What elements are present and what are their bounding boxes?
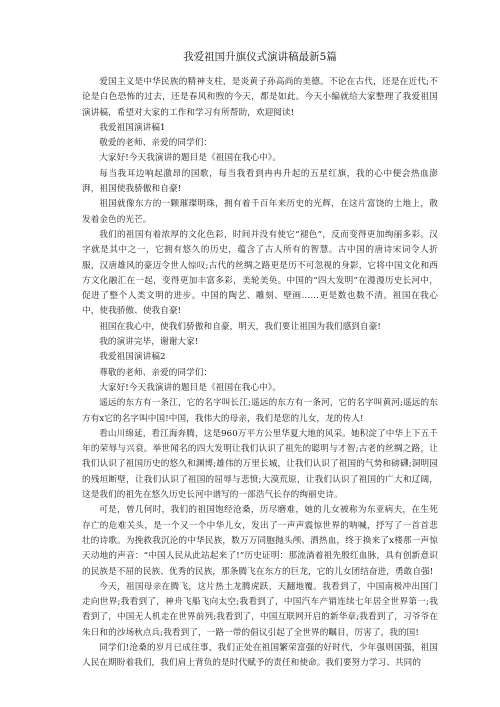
paragraph: 遥远的东方有一条江，它的名字叫长江;遥远的东方有一条河，它的名字叫黄河;遥远的东方有x它的名字叫中国!中国，我伟大的母亲，我们是您的儿女，龙的传人! [82,398,438,424]
paragraph: 祖国在我心中，使我们骄傲和自豪，明天，我们要让祖国为我们感到自豪! [99,321,381,332]
section-heading: 我爱祖国演讲稿2 [99,352,166,363]
document-title: 我爱祖国升旗仪式演讲稿最新5篇 [183,51,337,63]
paragraph: 每当我耳边响起激昂的国歌，每当我看到冉冉升起的五星红旗，我的心中便会热血澎湃，祖国使我骄傲和自豪! [82,168,438,195]
document-body [82,75,438,672]
paragraph: 我们的祖国有着浓厚的文化色彩，时间并没有使它“褪色”，反而变得更加绚丽多彩。汉字就是其中之一，它拥有悠久的历史，蕴含了古人所有的智慧。古中国的唐诗宋词令人折服，汉唐雄风的豪迈令世人惊叹;古代的丝绸之路更是历不可忽视的身影，它将中国文化和西方文化融汇在一起，变得更加丰富多彩，美轮美奂。中国的“四大发明”在漫漫历史长河中，促进了整个人类文明的进步。中国的陶艺、雕刻、壁画……更是数也数不清。祖国在我心中，使我骄傲、使我自豪! [82,229,438,317]
paragraph: 祖国就像东方的一颗璀璨明珠，拥有着千百年来历史的光辉，在这片富饶的土地上，散发着金色的光芒。 [82,199,438,225]
paragraph: 今天，祖国母亲在腾飞，这片热土龙腾虎跃，天翻地覆。我看到了，中国南极冲出国门走向世界;我看到了，神舟飞船飞向太空;我看到了，中国汽车产销连续七年居全世界第一;我看到了，中国无人机走在世界前列;我看到了，中国互联网开启的新华章;我看到了，习爷爷在朱日和的沙场秋点兵;我看到了，一路一带的倡议引起了全世界的瞩目，厉害了，我的国! [82,581,438,638]
section-heading: 我爱祖国演讲稿1 [99,122,166,133]
paragraph: 尊敬的老师、亲爱的同学们： [99,367,213,378]
paragraph: 我的演讲完毕，谢谢大家! [99,337,199,348]
paragraph: 爱国主义是中华民族的精神支柱，是炎黄子孙高尚的美德。不论在古代，还是在近代;不论是白色恐怖的过去，还是春风和煦的今天，都是如此。今天小编就给大家整理了我爱祖国演讲稿，希望对大家的工作和学习有所帮助，欢迎阅读! [82,77,438,118]
paragraph: 同学们!沧桑的岁月已成往事，我们正处在祖国繁荣富强的好时代，少年强则国强，祖国人民在期盼着我们，我们肩上背负的是时代赋予的责任和使命。我们要努力学习、共同的 [82,642,438,669]
paragraph: 大家好!今天我演讲的题目是《祖国在我心中》。 [99,153,282,164]
paragraph: 敬爱的老师、亲爱的同学们： [99,138,213,149]
paragraph: 大家好!今天我演讲的题目是《祖国在我心中》。 [99,382,282,393]
paragraph: 看山川绵延，看江海奔腾，这是960万平方公里华夏大地的风采。她积淀了中华上下五千年的荣辱与兴衰。举世闻名的四大发明让我们认识了祖先的聪明与才智;古老的丝绸之路，让我们认识了祖国历史的悠久和渊博;雄伟的万里长城，让我们认识了祖国的气势和磅礴;洞明园的残垣断壁，让我们认识了祖国的屈辱与悲愤;大漠荒原，让我们认识了祖国的广大和辽阔，这是我们的祖先在悠久历史长河中谱写的一部浩气长存的绚丽史诗。 [82,428,438,501]
paragraph: 可是，曾几何时，我们的祖国饱经沧桑，历尽磨难，她的儿女被称为东亚病夫，在生死存亡的危难关头，是一个又一个中华儿女，发出了一声声震惊世界的呐喊，抒写了一首首悲壮的诗歌。为挽救我沉沦的中华民族，数万万同胞抛头颅、洒热血，终于换来了x楼那一声惊天动地的声音：“中国人民从此站起来了!”历史证明：那流淌着祖先殷红血脉，具有创新意识的民族是不屈的民族、优秀的民族，那条腾飞在东方的巨龙，它的儿女团结奋进，勇敢自强! [82,505,438,577]
